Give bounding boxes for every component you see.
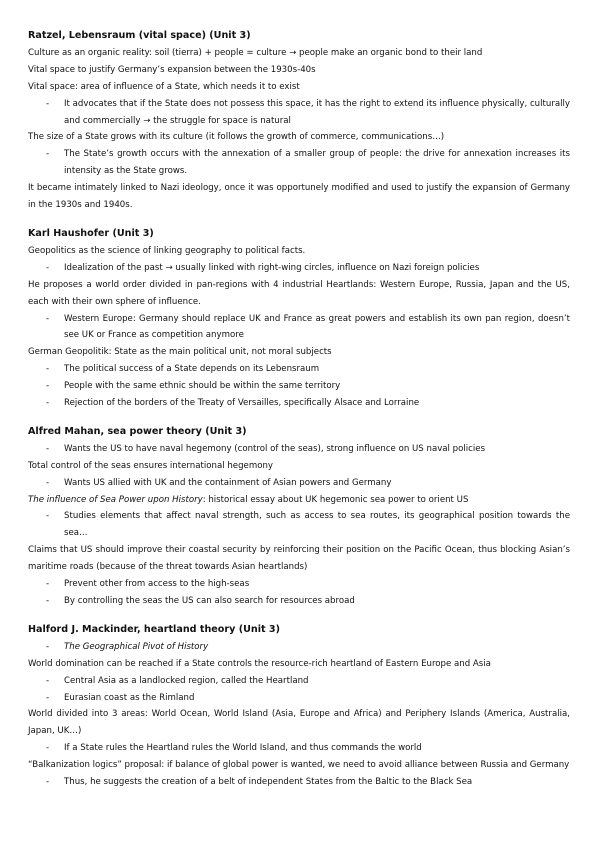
section-title: Ratzel, Lebensraum (vital space) (Unit 3) xyxy=(28,30,251,41)
bullet-dash: - xyxy=(46,364,50,375)
bullet-dash: - xyxy=(46,477,50,488)
bullet-dash: - xyxy=(46,149,50,160)
text-line xyxy=(28,492,570,509)
text-line: The size of a State grows with its culture (it follows the growth of commerce, communications…) xyxy=(28,132,445,143)
bullet-item xyxy=(28,146,570,180)
bullet-text: Prevent other from access to the high-seas xyxy=(64,579,250,590)
bullet-text: Central Asia as a landlocked region, called the Heartland xyxy=(64,675,309,686)
bullet-dash: - xyxy=(46,579,50,590)
bullet-item xyxy=(28,740,570,757)
text-line: It became intimately linked to Nazi ideology, once it was opportunely modified and used to justify the expansion of Germany in the 1930s and 1940s. xyxy=(28,183,570,211)
section-mahan xyxy=(28,424,570,610)
bullet-item xyxy=(28,395,570,412)
bullet-dash: - xyxy=(46,381,50,392)
bullet-text: The political success of a State depends on its Lebensraum xyxy=(64,364,320,375)
section-mackinder xyxy=(28,622,570,791)
text-line: World divided into 3 areas: World Ocean, World Island (Asia, Europe and Africa) and Periphery Islands (America, Australia, Japan, UK…) xyxy=(28,709,570,737)
book-title: The influence of Sea Power upon History xyxy=(28,494,203,505)
text-line: World domination can be reached if a State controls the resource-rich heartland of Eastern Europe and Asia xyxy=(28,658,491,669)
section-title: Karl Haushofer (Unit 3) xyxy=(28,227,154,239)
bullet-item xyxy=(28,690,570,707)
bullet-item xyxy=(28,361,570,378)
bullet-item xyxy=(28,475,570,492)
bullet-dash: - xyxy=(46,313,50,324)
bullet-item xyxy=(28,774,570,791)
text-line: Claims that US should improve their coastal security by reinforcing their position on the Pacific Ocean, thus blocking Asian’s maritime roads (because of the threat towards Asian heartlands) xyxy=(28,545,570,573)
bullet-item xyxy=(28,96,570,130)
text-line: German Geopolitik: State as the main political unit, not moral subjects xyxy=(28,347,332,358)
bullet-item xyxy=(28,508,570,542)
text-line: “Balkanization logics” proposal: if balance of global power is wanted, we need to avoid alliance between Russia and Germany xyxy=(28,760,570,771)
text-line: Geopolitics as the science of linking geography to political facts. xyxy=(28,245,306,256)
bullet-text: Wants the US to have naval hegemony (control of the seas), strong influence on US naval policies xyxy=(64,443,486,454)
bullet-dash: - xyxy=(46,511,50,522)
bullet-text: Thus, he suggests the creation of a belt of independent States from the Baltic to the Black Sea xyxy=(64,777,473,788)
bullet-dash: - xyxy=(46,743,50,754)
section-ratzel xyxy=(28,28,570,214)
bullet-text: Studies elements that affect naval strength, such as access to sea routes, its geographical position towards the sea… xyxy=(64,511,570,539)
text-line: Culture as an organic reality: soil (tierra) + people = culture → people make an organic bond to their land xyxy=(28,47,483,58)
bullet-text: The State’s growth occurs with the annexation of a smaller group of people: the drive for annexation increases its intensity as the State grows. xyxy=(64,149,570,177)
bullet-dash: - xyxy=(46,98,50,109)
bullet-item xyxy=(28,441,570,458)
bullet-text: Wants US allied with UK and the containment of Asian powers and Germany xyxy=(64,477,392,488)
bullet-dash: - xyxy=(46,675,50,686)
bullet-dash: - xyxy=(46,641,50,652)
book-description: : historical essay about UK hegemonic sea power to orient US xyxy=(202,494,469,505)
bullet-item xyxy=(28,311,570,345)
bullet-dash: - xyxy=(46,398,50,409)
bullet-item xyxy=(28,673,570,690)
text-line: Total control of the seas ensures international hegemony xyxy=(28,460,273,471)
bullet-text: It advocates that if the State does not possess this space, it has the right to extend its influence physically, culturally and commercially → the struggle for space is natural xyxy=(64,98,570,126)
bullet-item xyxy=(28,639,570,656)
text-line: Vital space: area of influence of a State, which needs it to exist xyxy=(28,81,300,92)
bullet-dash: - xyxy=(46,262,50,273)
bullet-dash: - xyxy=(46,777,50,788)
bullet-text: Rejection of the borders of the Treaty of Versailles, specifically Alsace and Lorraine xyxy=(64,398,420,409)
bullet-text: Western Europe: Germany should replace UK and France as great powers and establish its own pan region, doesn’t see UK or France as competition anymore xyxy=(64,313,570,341)
bullet-item xyxy=(28,378,570,395)
bullet-text: By controlling the seas the US can also search for resources abroad xyxy=(64,596,355,606)
bullet-dash: - xyxy=(46,692,50,703)
section-title: Alfred Mahan, sea power theory (Unit 3) xyxy=(28,425,247,437)
bullet-text: People with the same ethnic should be within the same territory xyxy=(64,381,341,392)
bullet-item xyxy=(28,593,570,610)
bullet-dash: - xyxy=(46,596,50,606)
bullet-text: The Geographical Pivot of History xyxy=(64,641,209,652)
document-page xyxy=(28,28,570,791)
bullet-item xyxy=(28,260,570,277)
text-line: Vital space to justify Germany’s expansion between the 1930s-40s xyxy=(28,64,316,75)
text-line: He proposes a world order divided in pan-regions with 4 industrial Heartlands: Western Europe, Russia, Japan and the US, each with their own sphere of influence. xyxy=(28,279,570,307)
bullet-text: Idealization of the past → usually linked with right-wing circles, influence on Nazi foreign policies xyxy=(64,262,480,273)
bullet-text: If a State rules the Heartland rules the World Island, and thus commands the world xyxy=(64,743,422,754)
bullet-item xyxy=(28,576,570,593)
section-haushofer xyxy=(28,226,570,412)
bullet-dash: - xyxy=(46,443,50,454)
bullet-text: Eurasian coast as the Rimland xyxy=(64,692,195,703)
section-title: Halford J. Mackinder, heartland theory (Unit 3) xyxy=(28,623,280,635)
